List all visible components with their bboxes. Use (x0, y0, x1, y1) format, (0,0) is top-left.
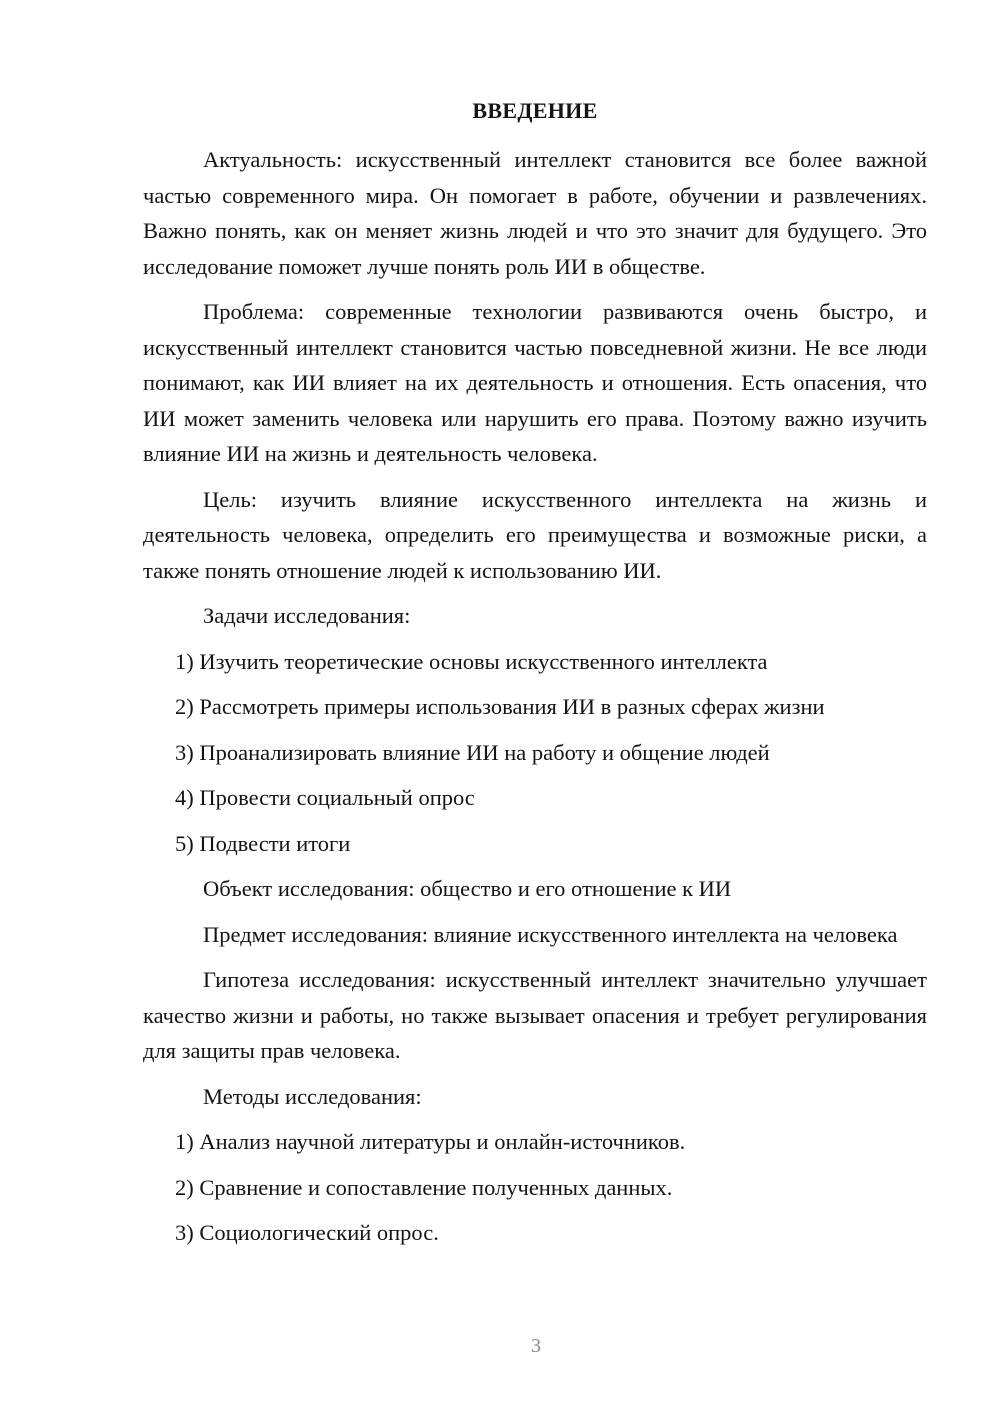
object-paragraph: Объект исследования: общество и его отношение к ИИ (203, 876, 732, 901)
page-number: 3 (531, 1335, 541, 1357)
tasks-list (143, 644, 927, 862)
page-content (143, 96, 927, 1261)
relevance-paragraph: Актуальность: искусственный интеллект становится все более важной частью современного мира. Он помогает в работе, обучении и развлечениях. Важно понять, как он меняет жизнь людей и что это значит для будущего. Это исследование поможет лучше понять роль ИИ в обществе. (143, 147, 927, 279)
method-item: 1) Анализ научной литературы и онлайн-источников. (175, 1129, 686, 1154)
problem-paragraph: Проблема: современные технологии развиваются очень быстро, и искусственный интеллект становится частью повседневной жизни. Не все люди понимают, как ИИ влияет на их деятельность и отношения. Есть опасения, что ИИ может заменить человека или нарушить его права. Поэтому важно изучить влияние ИИ на жизнь и деятельность человека. (143, 299, 927, 466)
subject-paragraph: Предмет исследования: влияние искусственного интеллекта на человека (203, 921, 898, 947)
task-item: 4) Провести социальный опрос (175, 785, 475, 810)
task-item: 2) Рассмотреть примеры использования ИИ в разных сферах жизни (175, 694, 825, 719)
methods-heading: Методы исследования: (203, 1083, 422, 1109)
section-heading: ВВЕДЕНИЕ (472, 98, 598, 123)
task-item: 3) Проанализировать влияние ИИ на работу и общение людей (175, 739, 770, 765)
task-item: 5) Подвести итоги (175, 830, 351, 856)
methods-list (143, 1124, 927, 1251)
hypothesis-paragraph: Гипотеза исследования: искусственный интеллект значительно улучшает качество жизни и работы, но также вызывает опасения и требует регулирования для защиты прав человека. (143, 967, 927, 1063)
tasks-heading: Задачи исследования: (203, 603, 411, 628)
method-item: 3) Социологический опрос. (175, 1220, 439, 1245)
method-item: 2) Сравнение и сопоставление полученных данных. (175, 1174, 673, 1200)
goal-paragraph: Цель: изучить влияние искусственного интеллекта на жизнь и деятельность человека, определить его преимущества и возможные риски, а также понять отношение людей к использованию ИИ. (143, 486, 927, 583)
task-item: 1) Изучить теоретические основы искусственного интеллекта (175, 648, 768, 674)
